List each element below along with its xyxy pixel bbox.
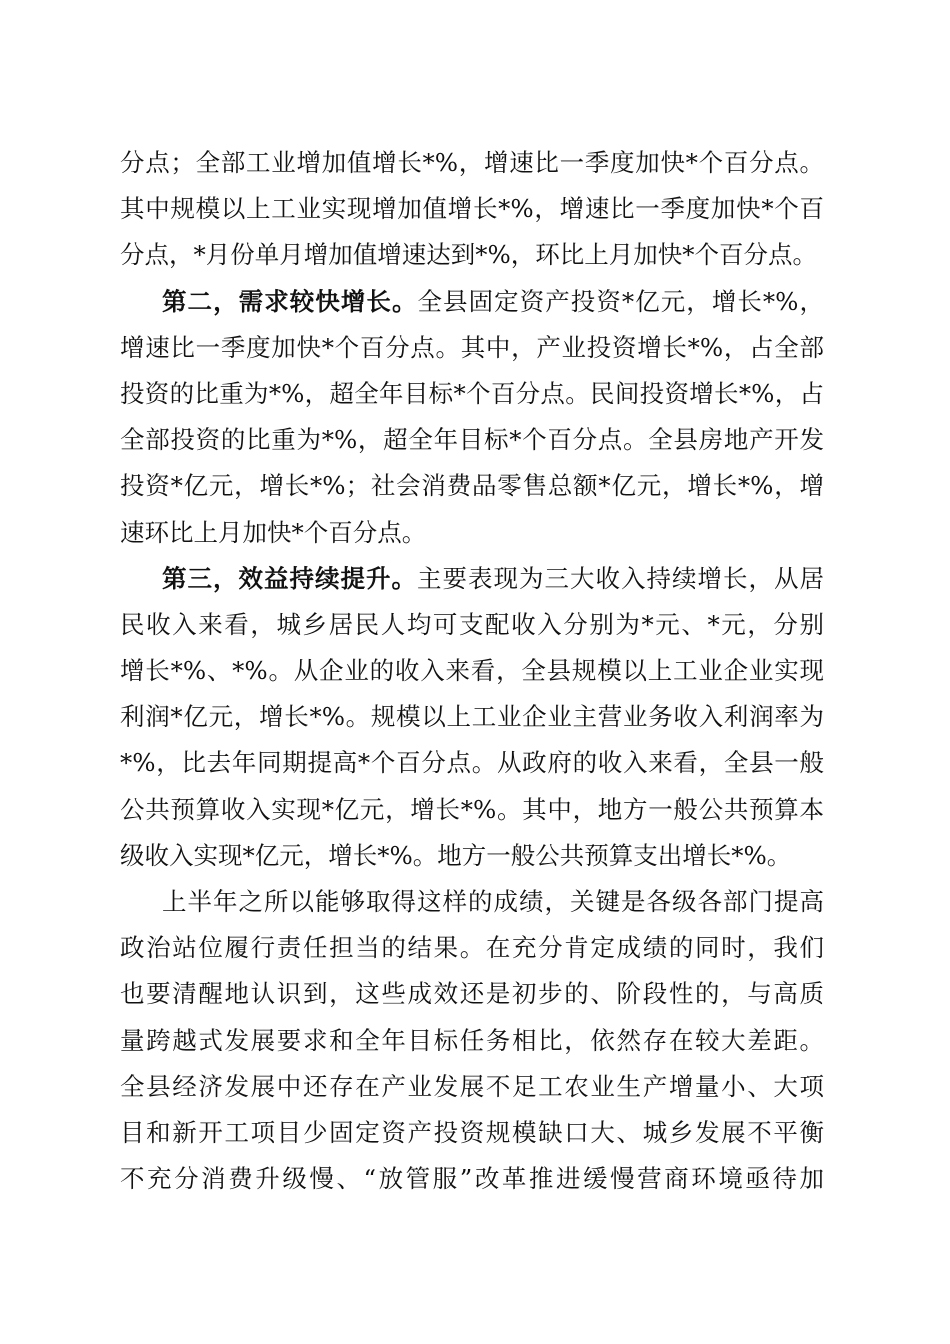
- line-text: *%，比去年同期提高*个百分点。从政府的收入来看，全县一般: [120, 748, 824, 778]
- text-line: [120, 648, 824, 694]
- text-line: [120, 694, 824, 740]
- line-text: 级收入实现*亿元，增长*%。地方一般公共预算支出增长*%。: [120, 840, 792, 870]
- line-text: 全县经济发展中还存在产业发展不足工农业生产增量小、大项: [120, 1071, 824, 1101]
- text-line: [120, 925, 824, 971]
- text-line: [120, 463, 824, 509]
- text-line: [120, 740, 824, 786]
- line-text: 量跨越式发展要求和全年目标任务相比，依然存在较大差距。: [120, 1025, 824, 1055]
- line-text: 利润*亿元，增长*%。规模以上工业企业主营业务收入利润率为: [120, 702, 824, 732]
- text-line: [120, 833, 824, 879]
- text-line: [120, 971, 824, 1017]
- line-text: 目和新开工项目少固定资产投资规模缺口大、城乡发展不平衡: [120, 1117, 824, 1147]
- line-text: 速环比上月加快*个百分点。: [120, 517, 427, 547]
- body-text: [120, 140, 824, 1202]
- line-text: 分点，*月份单月增加值增速达到*%，环比上月加快*个百分点。: [120, 240, 818, 270]
- line-text: 全县固定资产投资*亿元，增长*%，: [417, 286, 824, 316]
- line-text: 全部投资的比重为*%，超全年目标*个百分点。全县房地产开发: [120, 425, 824, 455]
- line-text: 主要表现为三大收入持续增长，从居: [417, 563, 824, 593]
- line-text: 政治站位履行责任担当的结果。在充分肯定成绩的同时，我们: [120, 933, 824, 963]
- text-line: [120, 602, 824, 648]
- text-line: [120, 279, 824, 325]
- line-text: 公共预算收入实现*亿元，增长*%。其中，地方一般公共预算本: [120, 794, 824, 824]
- text-line: [120, 1156, 824, 1202]
- paragraph-lead: 第二，需求较快增长。: [162, 286, 418, 316]
- line-text: 增长*%、*%。从企业的收入来看，全县规模以上工业企业实现: [120, 656, 824, 686]
- line-text: 民收入来看，城乡居民人均可支配收入分别为*元、*元，分别: [120, 609, 824, 639]
- text-line: [120, 140, 824, 186]
- text-line: [120, 1064, 824, 1110]
- text-line: [120, 787, 824, 833]
- line-text: 上半年之所以能够取得这样的成绩，关键是各级各部门提高: [162, 887, 824, 916]
- text-line: [120, 556, 824, 602]
- text-line: [120, 417, 824, 463]
- line-text: 投资的比重为*%，超全年目标*个百分点。民间投资增长*%，占: [120, 378, 824, 408]
- text-line: [120, 186, 824, 232]
- text-line: [120, 879, 824, 925]
- text-line: [120, 371, 824, 417]
- text-line: [120, 1018, 824, 1064]
- line-text: 增速比一季度加快*个百分点。其中，产业投资增长*%，占全部: [120, 332, 824, 362]
- line-text: 不充分消费升级慢、“放管服”改革推进缓慢营商环境亟待加: [120, 1164, 824, 1194]
- text-line: [120, 1110, 824, 1156]
- line-text: 其中规模以上工业实现增加值增长*%，增速比一季度加快*个百: [120, 194, 824, 224]
- text-line: [120, 325, 824, 371]
- line-text: 投资*亿元，增长*%；社会消费品零售总额*亿元，增长*%，增: [120, 471, 824, 501]
- line-text: 分点；全部工业增加值增长*%，增速比一季度加快*个百分点。: [120, 148, 824, 177]
- text-line: [120, 232, 824, 278]
- paragraph-lead: 第三，效益持续提升。: [162, 563, 417, 593]
- line-text: 也要清醒地认识到，这些成效还是初步的、阶段性的，与高质: [120, 979, 824, 1009]
- text-line: [120, 510, 824, 556]
